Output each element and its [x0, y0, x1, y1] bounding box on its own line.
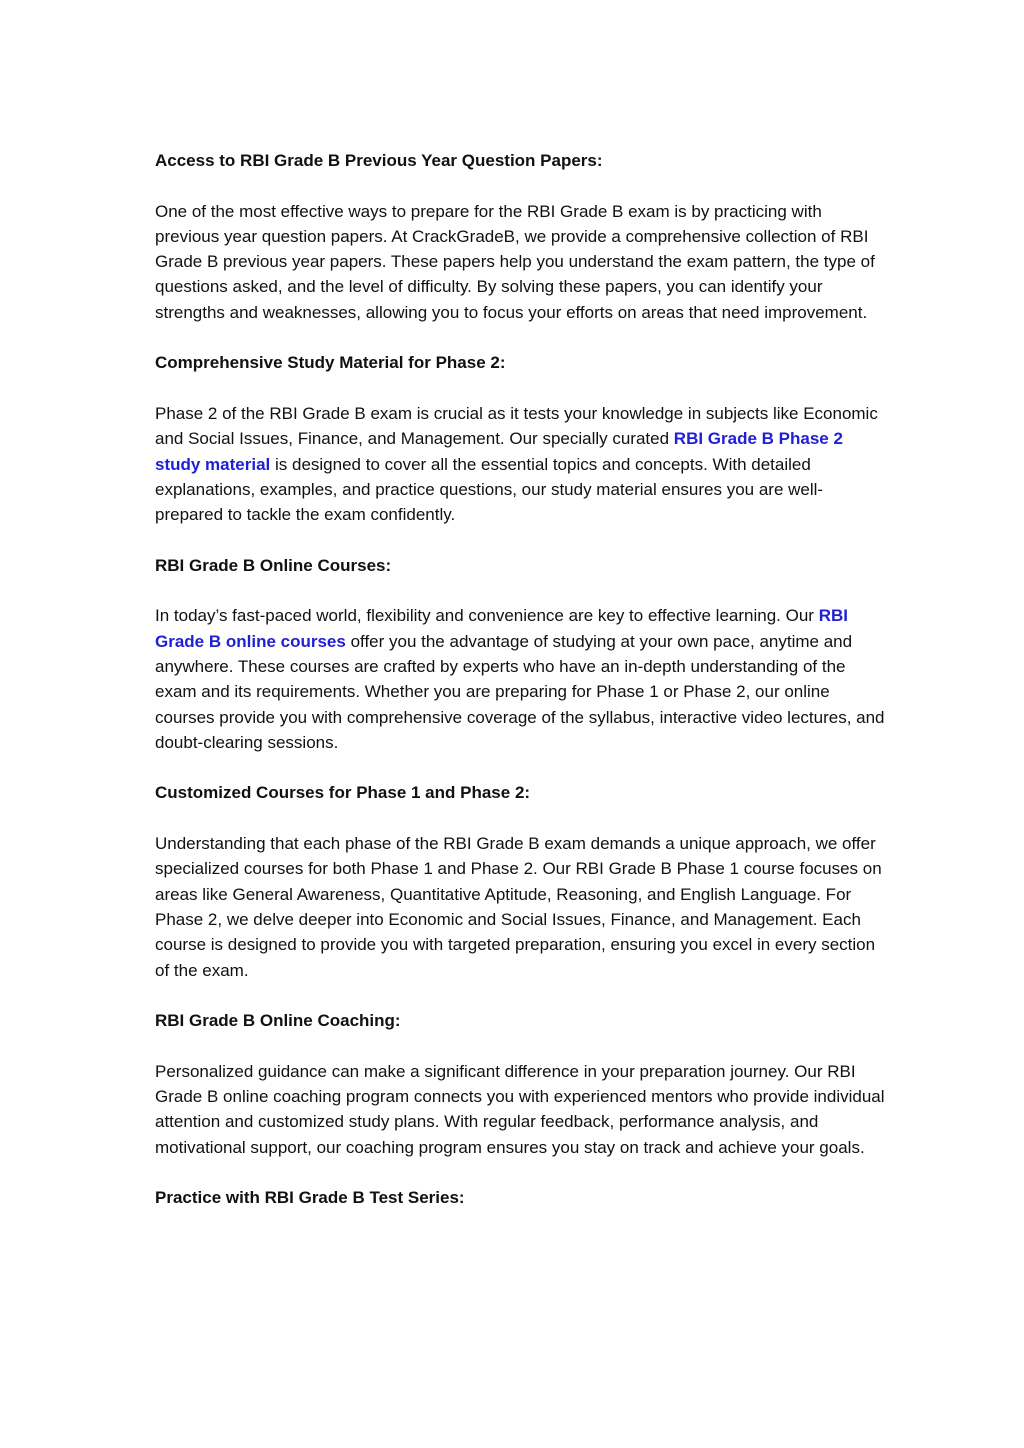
section-online-courses [155, 553, 885, 755]
paragraph-text: In today’s fast-paced world, flexibility and convenience are key to effective learning. Our [155, 606, 819, 626]
section-customized-courses [155, 780, 885, 982]
paragraph-text: offer you the advantage of studying at your own pace, anytime and anywhere. These courses are crafted by experts who have an in-depth understanding of the exam and its requirements. Whether you are preparing for Phase 1 or Phase 2, our online courses provide you with comprehensive coverage of the syllabus, interactive video lectures, and doubt-clearing sessions. [155, 631, 885, 752]
section-previous-year-papers [155, 148, 885, 325]
section-heading: Customized Courses for Phase 1 and Phase 2: [155, 783, 531, 803]
section-paragraph: One of the most effective ways to prepare for the RBI Grade B exam is by practicing with previous year question papers. At CrackGradeB, we provide a comprehensive collection of RBI Grade B previous year papers. These papers help you understand the exam pattern, the type of questions asked, and the level of difficulty. By solving these papers, you can identify your strengths and weaknesses, allowing you to focus your efforts on areas that need improvement. [155, 201, 875, 322]
section-heading: Comprehensive Study Material for Phase 2: [155, 353, 506, 373]
paragraph-text: Phase 2 of the RBI Grade B exam is crucial as it tests your knowledge in subjects like Economic and Social Issues, Finance, and Management. Our specially curated [155, 403, 878, 449]
phase-2-study-material-link[interactable]: RBI Grade B Phase 2 study material [155, 429, 843, 474]
section-heading: RBI Grade B Online Courses: [155, 555, 392, 575]
section-online-coaching [155, 1008, 885, 1160]
section-test-series [155, 1185, 885, 1210]
paragraph-text: is designed to cover all the essential topics and concepts. With detailed explanations, examples, and practice questions, our study material ensures you are well-prepared to tackle the exam confidently. [155, 454, 824, 525]
online-courses-link[interactable]: RBI Grade B online courses [155, 606, 848, 651]
section-paragraph: Understanding that each phase of the RBI Grade B exam demands a unique approach, we offer specialized courses for both Phase 1 and Phase 2. Our RBI Grade B Phase 1 course focuses on areas like General Awareness, Quantitative Aptitude, Reasoning, and English Language. For Phase 2, we delve deeper into Economic and Social Issues, Finance, and Management. Each course is designed to provide you with targeted preparation, ensuring you excel in every section of the exam. [155, 834, 882, 980]
section-heading: Practice with RBI Grade B Test Series: [155, 1188, 465, 1208]
section-paragraph: Personalized guidance can make a significant difference in your preparation journey. Our RBI Grade B online coaching program connects you with experienced mentors who provide individual attention and customized study plans. With regular feedback, performance analysis, and motivational support, our coaching program ensures you stay on track and achieve your goals. [155, 1061, 885, 1157]
document-page [155, 148, 885, 1236]
section-paragraph [155, 603, 885, 755]
section-heading: RBI Grade B Online Coaching: [155, 1011, 401, 1031]
section-heading: Access to RBI Grade B Previous Year Question Papers: [155, 151, 603, 170]
section-study-material [155, 350, 885, 527]
section-paragraph [155, 401, 885, 527]
